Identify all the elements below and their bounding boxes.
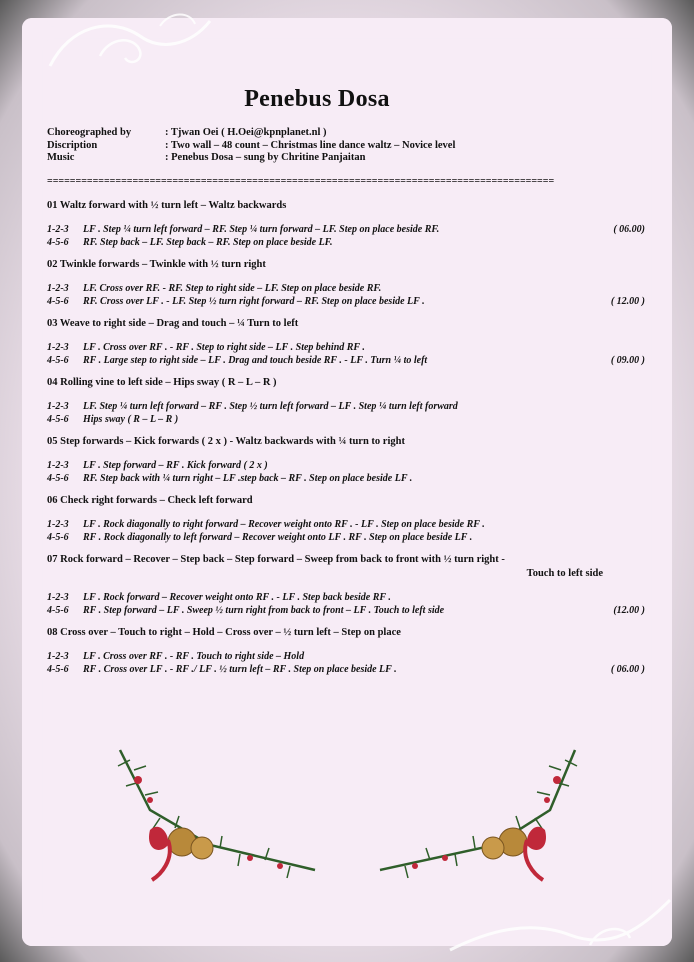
credit-row-choreographer (47, 127, 455, 140)
step-count: 4-5-6 (47, 604, 69, 616)
credit-value: : Tjwan Oei ( H.Oei@kpnplanet.nl ) (165, 127, 327, 138)
section-heading: 02 Twinkle forwards – Twinkle with ½ turn right (47, 259, 266, 270)
facing-direction: ( 06.00 ) (610, 663, 645, 675)
step-sections (47, 200, 653, 686)
step-text: LF. Step ¼ turn left forward – RF . Step ½ turn left forward – LF . Step ¼ turn left forward (83, 401, 458, 412)
dance-title: Penebus Dosa (244, 86, 390, 112)
step-count: 1-2-3 (47, 224, 69, 235)
step-count: 1-2-3 (47, 283, 69, 294)
step-count: 4-5-6 (47, 295, 69, 307)
credit-row-description (47, 140, 455, 153)
section-heading-continued: Touch to left side (526, 568, 603, 579)
facing-direction: ( 06.00) (613, 224, 645, 235)
step-row (47, 342, 653, 355)
step-row (47, 283, 653, 296)
step-count: 4-5-6 (47, 354, 69, 366)
step-row (47, 224, 653, 237)
credit-row-music (47, 152, 455, 165)
right-christmas-decoration (375, 740, 605, 890)
step-row (47, 355, 653, 368)
left-christmas-decoration (90, 740, 320, 890)
step-text: RF . Large step to right side – LF . Drag and touch beside RF . - LF . Turn ¼ to left (83, 354, 428, 366)
credit-value: : Penebus Dosa – sung by Chritine Panjaitan (165, 152, 366, 163)
step-row (47, 651, 653, 664)
credits-block (47, 127, 455, 165)
step-row (47, 592, 653, 605)
step-text: RF. Step back – LF. Step back – RF. Step on place beside LF. (83, 236, 333, 248)
section-heading: 05 Step forwards – Kick forwards ( 2 x ) - Waltz backwards with ¼ turn to right (47, 436, 405, 447)
step-row (47, 237, 653, 250)
credit-label: Discription (47, 139, 98, 151)
section-heading: 08 Cross over – Touch to right – Hold – Cross over – ½ turn left – Step on place (47, 627, 401, 638)
section-heading: 01 Waltz forward with ½ turn left – Waltz backwards (47, 200, 287, 211)
section-heading: 07 Rock forward – Recover – Step back – Step forward – Sweep from back to front with ½ turn right - (47, 554, 505, 565)
step-text: LF . Rock diagonally to right forward – Recover weight onto RF . - LF . Step on place beside RF . (83, 519, 485, 530)
step-text: LF. Cross over RF. - RF. Step to right side – LF. Step on place beside RF. (83, 283, 382, 294)
step-section (47, 200, 653, 249)
step-section (47, 318, 653, 367)
step-section (47, 436, 653, 485)
step-row (47, 664, 653, 677)
step-count: 1-2-3 (47, 342, 69, 353)
step-text: LF . Rock forward – Recover weight onto RF . - LF . Step back beside RF . (83, 592, 391, 603)
step-text: LF . Step forward – RF . Kick forward ( 2 x ) (83, 460, 268, 471)
step-row (47, 460, 653, 473)
step-count: 1-2-3 (47, 401, 69, 412)
step-row (47, 401, 653, 414)
step-count: 4-5-6 (47, 531, 69, 543)
step-count: 1-2-3 (47, 519, 69, 530)
bottom-right-swirl-ornament (440, 890, 680, 960)
step-count: 1-2-3 (47, 651, 69, 662)
step-section (47, 377, 653, 426)
section-heading: 06 Check right forwards – Check left forward (47, 495, 253, 506)
step-text: RF. Step back with ¼ turn right – LF .step back – RF . Step on place beside LF . (83, 472, 413, 484)
credit-label: Music (47, 152, 75, 163)
step-section (47, 495, 653, 544)
step-row (47, 296, 653, 309)
credit-value: : Two wall – 48 count – Christmas line dance waltz – Novice level (165, 139, 456, 151)
step-section (47, 259, 653, 308)
section-heading: 04 Rolling vine to left side – Hips sway ( R – L – R ) (47, 377, 277, 388)
facing-direction: ( 09.00 ) (610, 354, 645, 366)
step-count: 1-2-3 (47, 592, 69, 603)
step-row (47, 532, 653, 545)
credit-label: Choreographed by (47, 127, 132, 138)
step-section (47, 554, 653, 617)
step-count: 4-5-6 (47, 663, 69, 675)
top-left-swirl-ornament (40, 6, 220, 76)
step-row (47, 414, 653, 427)
step-count: 4-5-6 (47, 472, 69, 484)
step-text: RF. Cross over LF . - LF. Step ½ turn right forward – RF. Step on place beside LF . (83, 295, 425, 307)
step-section (47, 627, 653, 676)
step-count: 4-5-6 (47, 236, 69, 248)
step-row (47, 605, 653, 618)
separator-line: ========================================================================================= (47, 177, 555, 187)
step-text: RF . Rock diagonally to left forward – Recover weight onto LF . RF . Step on place beside LF . (83, 531, 473, 543)
step-text: LF . Cross over RF . - RF . Touch to right side – Hold (83, 651, 305, 662)
step-text: RF . Step forward – LF . Sweep ½ turn right from back to front – LF . Touch to left side (83, 604, 445, 616)
step-row (47, 519, 653, 532)
section-heading: 03 Weave to right side – Drag and touch – ¼ Turn to left (47, 318, 299, 329)
step-row (47, 473, 653, 486)
facing-direction: (12.00 ) (613, 604, 645, 616)
step-text: LF . Cross over RF . - RF . Step to right side – LF . Step behind RF . (83, 342, 365, 353)
step-count: 4-5-6 (47, 413, 69, 425)
step-text: RF . Cross over LF . - RF ./ LF . ½ turn left – RF . Step on place beside LF . (83, 663, 397, 675)
step-count: 1-2-3 (47, 460, 69, 471)
step-text: LF . Step ¼ turn left forward – RF. Step ¼ turn forward – LF. Step on place beside RF. (83, 224, 440, 235)
step-text: Hips sway ( R – L – R ) (83, 413, 179, 425)
facing-direction: ( 12.00 ) (610, 295, 645, 307)
